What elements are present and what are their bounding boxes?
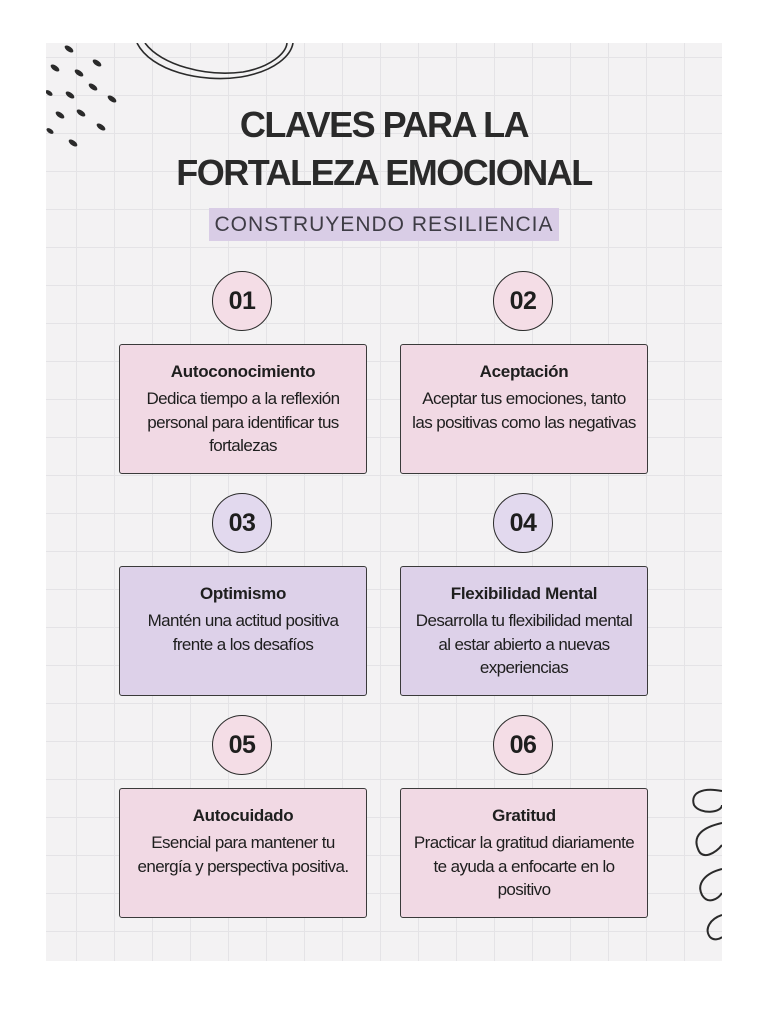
step-card-autoconocimiento: [119, 344, 367, 474]
scribble-circle-decoration: [131, 43, 301, 88]
step-card-description: Dedica tiempo a la reflexión personal para identificar tus fortalezas: [146, 389, 340, 455]
step-number-03: 03: [212, 493, 272, 553]
step-number-01: 01: [212, 271, 272, 331]
step-card-autocuidado: [119, 788, 367, 918]
step-card-flexibilidad-mental: [400, 566, 648, 696]
step-card-gratitud: [400, 788, 648, 918]
step-card-title: Gratitud: [492, 806, 556, 825]
step-number-05: 05: [212, 715, 272, 775]
step-number-02: 02: [493, 271, 553, 331]
squiggle-lines-decoration: [682, 783, 722, 943]
step-card-description: Desarrolla tu flexibilidad mental al estar abierto a nuevas experiencias: [415, 611, 633, 677]
step-card-description: Esencial para mantener tu energía y perspectiva positiva.: [137, 833, 349, 876]
step-card-title: Optimismo: [199, 584, 287, 603]
step-card-optimismo: [119, 566, 367, 696]
step-number-06: 06: [493, 715, 553, 775]
step-card-title: Aceptación: [479, 362, 569, 381]
step-card-description: Aceptar tus emociones, tanto las positivas como las negativas: [412, 389, 636, 432]
step-card-title: Flexibilidad Mental: [450, 584, 598, 603]
subtitle-badge: CONSTRUYENDO RESILIENCIA: [209, 208, 558, 241]
page-title-line-1: CLAVES PARA LA: [239, 104, 529, 145]
page-title-line-2: FORTALEZA EMOCIONAL: [176, 152, 592, 193]
step-card-title: Autocuidado: [192, 806, 294, 825]
step-number-04: 04: [493, 493, 553, 553]
step-card-aceptacion: [400, 344, 648, 474]
step-card-description: Mantén una actitud positiva frente a los desafíos: [147, 611, 339, 654]
step-card-description: Practicar la gratitud diariamente te ayuda a enfocarte en lo positivo: [413, 833, 635, 899]
step-card-title: Autoconocimiento: [170, 362, 316, 381]
